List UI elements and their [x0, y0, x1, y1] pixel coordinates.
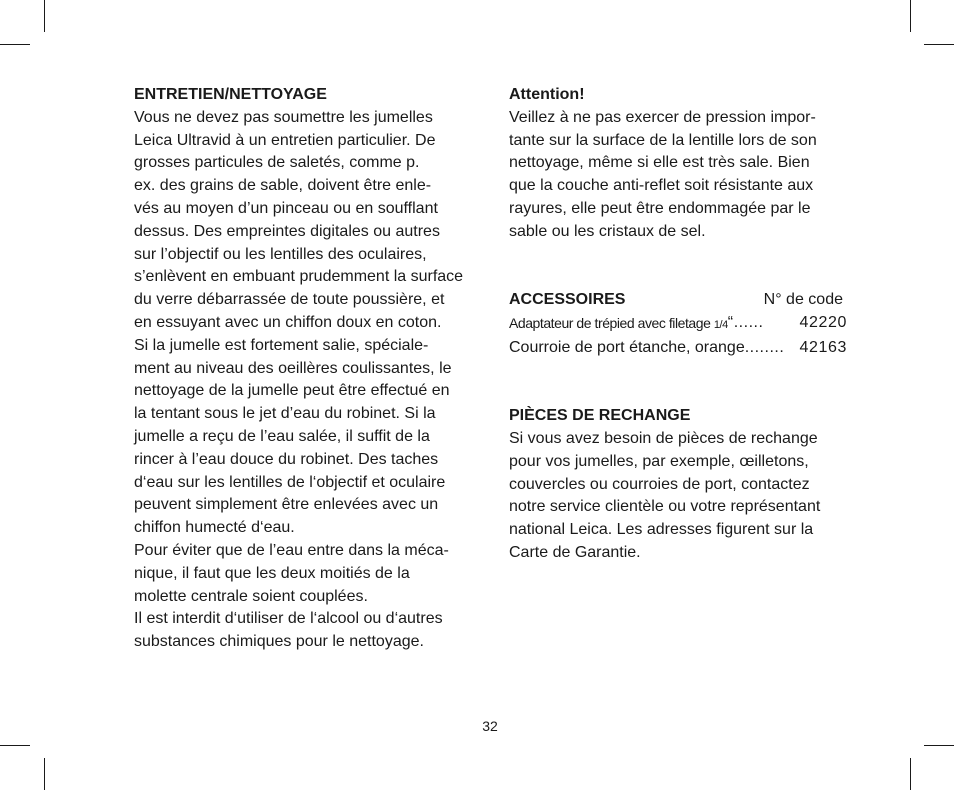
accessory-dots: ......: [733, 313, 764, 331]
accessory-code: 42220: [799, 313, 847, 331]
maintenance-line: peuvent simplement être enlevées avec un: [134, 496, 439, 514]
accessory-item: [509, 312, 847, 337]
maintenance-line: Leica Ultravid à un entretien particulier. De: [134, 131, 436, 149]
maintenance-heading: ENTRETIEN/NETTOYAGE: [134, 86, 327, 103]
maintenance-line: grosses particules de saletés, comme p.: [134, 154, 420, 172]
maintenance-line: Pour éviter que de l’eau entre dans la méca-: [134, 541, 449, 559]
maintenance-line: d‘eau sur les lentilles de l‘objectif et oculaire: [134, 473, 446, 491]
attention-line: que la couche anti-reflet soit résistante aux: [509, 177, 814, 195]
spare-parts-line: couvercles ou courroies de port, contactez: [509, 475, 810, 493]
spare-parts-line: Si vous avez besoin de pièces de rechange: [509, 429, 818, 447]
attention-line: nettoyage, même si elle est très sale. Bien: [509, 154, 810, 172]
attention-line: tante sur la surface de la lentille lors de son: [509, 131, 817, 149]
page-number: 32: [482, 718, 498, 734]
crop-mark: [44, 758, 45, 790]
attention-line: rayures, elle peut être endommagée par le: [509, 199, 811, 217]
accessory-item: [509, 337, 847, 360]
crop-mark: [910, 0, 911, 32]
maintenance-line: sur l’objectif ou les lentilles des oculaires,: [134, 245, 427, 263]
maintenance-line: du verre débarrassée de toute poussière, et: [134, 291, 445, 309]
maintenance-line: Si la jumelle est fortement salie, spéciale-: [134, 336, 429, 354]
crop-mark: [0, 745, 30, 746]
attention-line: Veillez à ne pas exercer de pression impor-: [509, 108, 816, 126]
crop-mark: [0, 44, 30, 45]
maintenance-line: jumelle a reçu de l’eau salée, il suffit de la: [134, 427, 430, 445]
spare-parts-line: Carte de Garantie.: [509, 543, 641, 561]
crop-mark: [924, 44, 954, 45]
crop-mark: [924, 745, 954, 746]
accessory-dots: ........: [744, 338, 785, 356]
code-column-label: N° de code: [763, 291, 843, 309]
attention-heading: Attention!: [509, 86, 585, 103]
maintenance-line: dessus. Des empreintes digitales ou autres: [134, 222, 440, 240]
accessory-suffix: “: [727, 313, 734, 331]
attention-line: sable ou les cristaux de sel.: [509, 222, 706, 240]
accessory-name: Courroie de port étanche, orange: [509, 338, 745, 356]
maintenance-line: nique, il faut que les deux moitiés de la: [134, 564, 410, 582]
maintenance-line: molette centrale soient couplées.: [134, 587, 368, 605]
maintenance-line: rincer à l’eau douce du robinet. Des taches: [134, 450, 439, 468]
maintenance-section: [134, 84, 479, 654]
accessories-header: [509, 289, 843, 312]
maintenance-line: chiffon humecté d‘eau.: [134, 519, 295, 537]
spare-parts-section: [509, 405, 854, 565]
crop-mark: [910, 758, 911, 790]
attention-section: [509, 84, 854, 244]
spare-parts-line: national Leica. Les adresses figurent sur la: [509, 521, 814, 539]
right-column: [509, 84, 854, 565]
maintenance-line: la tentant sous le jet d’eau du robinet. Si la: [134, 405, 436, 423]
maintenance-line: vés au moyen d’un pinceau ou en soufflant: [134, 199, 438, 217]
spare-parts-heading: PIÈCES DE RECHANGE: [509, 407, 691, 425]
maintenance-line: ment au niveau des oeillères coulissantes, le: [134, 359, 452, 377]
crop-mark: [44, 0, 45, 32]
maintenance-line: s’enlèvent en embuant prudemment la surface: [134, 268, 464, 286]
maintenance-line: ex. des grains de sable, doivent être enle-: [134, 177, 432, 195]
accessory-name: Adaptateur de trépied avec filetage 1/4: [509, 314, 728, 331]
spare-parts-line: notre service clientèle ou votre représentant: [509, 498, 821, 516]
maintenance-line: Il est interdit d‘utiliser de l‘alcool ou d‘autres: [134, 610, 443, 628]
maintenance-line: substances chimiques pour le nettoyage.: [134, 633, 424, 651]
accessory-code: 42163: [799, 338, 847, 356]
maintenance-line: nettoyage de la jumelle peut être effectué en: [134, 382, 450, 400]
accessories-heading: ACCESSOIRES: [509, 291, 626, 309]
spare-parts-line: pour vos jumelles, par exemple, œilletons,: [509, 452, 809, 470]
maintenance-line: en essuyant avec un chiffon doux en coton.: [134, 313, 442, 331]
accessories-section: [509, 289, 854, 359]
maintenance-line: Vous ne devez pas soumettre les jumelles: [134, 108, 433, 126]
